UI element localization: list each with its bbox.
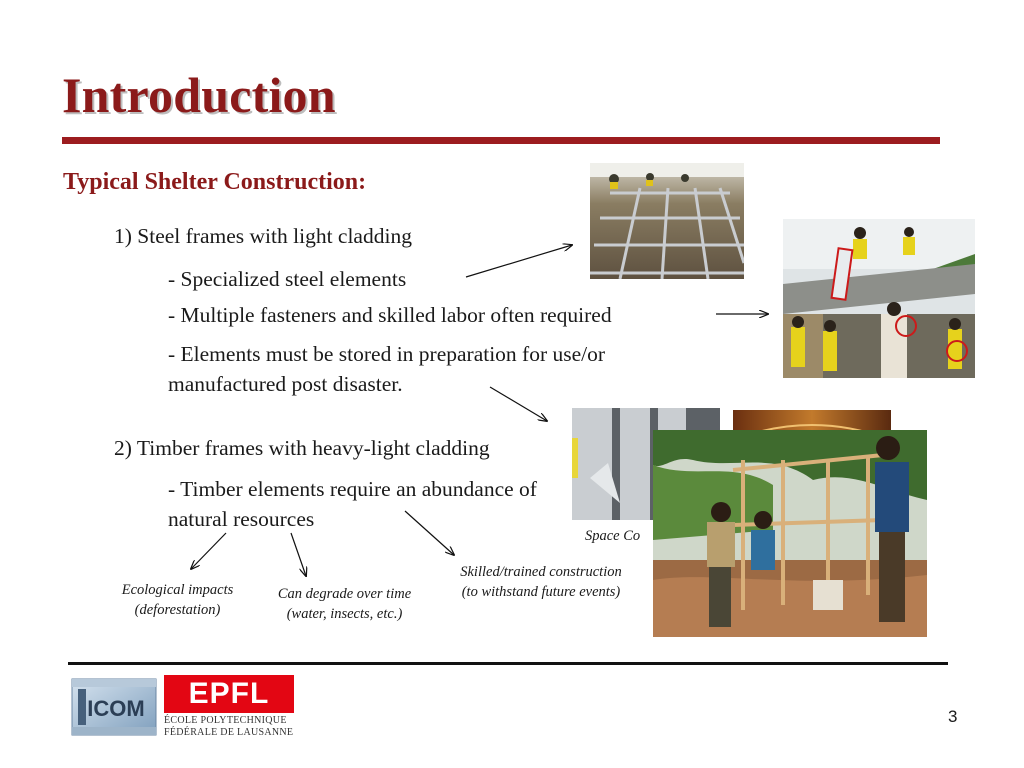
note-skilled-line1: Skilled/trained construction	[460, 564, 622, 580]
steel-frames-heading: 1) Steel frames with light cladding	[114, 224, 412, 248]
note-degrade-line2: (water, insects, etc.)	[286, 606, 403, 622]
arrow-to-degrade-note	[291, 533, 306, 576]
steel-bullet-2: - Multiple fasteners and skilled labor often required	[168, 303, 612, 327]
timber-bullet-1-cont: natural resources	[168, 507, 315, 531]
steel-bullet-1: - Specialized steel elements	[168, 267, 407, 291]
photo-caption-partial: Space Co	[585, 528, 641, 544]
arrow-to-steel-floor-photo	[466, 245, 572, 277]
steel-roof-workers-photo	[783, 219, 975, 378]
page-number: 3	[948, 707, 958, 726]
slide-title: Introduction	[62, 67, 336, 123]
arrow-to-skilled-note	[405, 511, 454, 555]
epfl-name-line1: ÉCOLE POLYTECHNIQUE	[164, 715, 287, 726]
timber-bullet-1: - Timber elements require an abundance of	[168, 477, 537, 501]
note-degrade-line1: Can degrade over time	[277, 586, 412, 602]
note-skilled-line2: (to withstand future events)	[461, 584, 621, 600]
epfl-name-line2: FÉDÉRALE DE LAUSANNE	[164, 727, 294, 738]
timber-frames-heading: 2) Timber frames with heavy-light cladding	[114, 436, 490, 460]
note-ecological-line1: Ecological impacts	[121, 582, 234, 598]
section-subtitle: Typical Shelter Construction:	[63, 169, 367, 195]
timber-frame-construction-photo	[653, 430, 927, 637]
epfl-logo-block	[164, 675, 294, 713]
steel-bullet-3-cont: manufactured post disaster.	[168, 372, 403, 396]
epfl-logo	[164, 675, 294, 739]
steel-floor-frame-photo	[590, 163, 744, 279]
epfl-logo-text: EPFL	[188, 677, 270, 710]
steel-bullet-3: - Elements must be stored in preparation for use/or	[168, 342, 606, 366]
arrow-to-stored-elements-photo	[490, 387, 547, 421]
arrow-to-ecological-note	[191, 533, 226, 569]
note-ecological-line2: (deforestation)	[134, 602, 221, 618]
icom-logo-text: ICOM	[87, 696, 145, 721]
icom-logo	[68, 675, 160, 739]
footer-divider	[68, 662, 948, 665]
